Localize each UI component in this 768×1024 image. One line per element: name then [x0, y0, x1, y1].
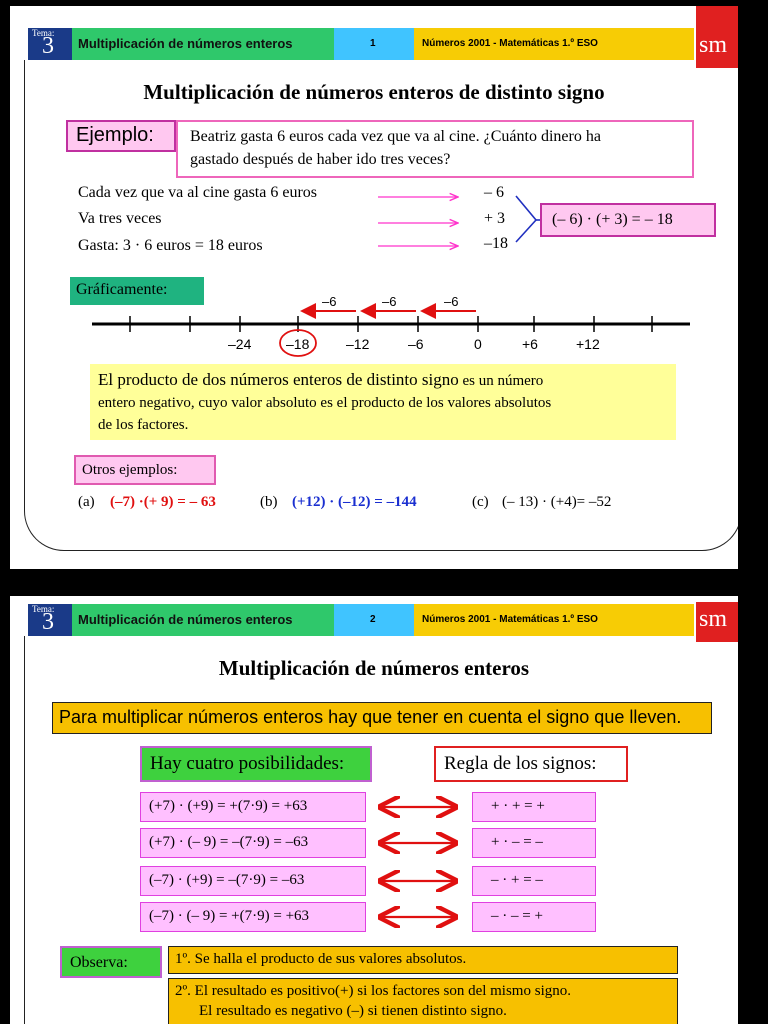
case-3-sign: – · + = –	[491, 872, 543, 888]
row-3-value: –18	[484, 235, 508, 252]
arrow-label-3: –6	[322, 294, 337, 309]
slide-1	[10, 6, 738, 569]
result-text: (– 6) · (+ 3) = – 18	[552, 211, 673, 228]
slide-title: Multiplicación de números enteros	[218, 656, 530, 680]
tick-label-p12: +12	[576, 336, 600, 352]
brand-text: sm	[699, 606, 728, 632]
ejemplo-label: Ejemplo:	[76, 124, 154, 146]
obs-1-box	[168, 946, 678, 974]
example-b-label: (b)	[260, 494, 278, 510]
rule-line-3: de los factores.	[98, 417, 189, 433]
row-1-value: – 6	[484, 184, 504, 201]
row-1-text: Cada vez que va al cine gasta 6 euros	[78, 184, 318, 201]
page-number: 1	[370, 38, 376, 49]
obs-1-text: 1º. Se halla el producto de sus valores absolutos.	[175, 951, 467, 967]
row-3-text: Gasta: 3 · 6 euros = 18 euros	[78, 237, 263, 254]
case-2-sign: + · – = –	[491, 834, 543, 850]
observa-text: Observa:	[70, 954, 128, 971]
intro-text: Para multiplicar números enteros hay que tener en cuenta el signo que lleven.	[59, 707, 682, 727]
case-3-expr: (–7) · (+9) = –(7·9) = –63	[149, 872, 305, 888]
case-4-expr: (–7) · (– 9) = +(7·9) = +63	[149, 908, 310, 924]
tick-label-0: 0	[474, 336, 482, 352]
otros-label-box	[74, 455, 216, 485]
rule-box	[90, 364, 676, 440]
obs-2-box	[168, 978, 678, 1024]
tick-label-m18: –18	[286, 336, 310, 352]
ejemplo-line-1: Beatriz gasta 6 euros cada vez que va al cine. ¿Cuánto dinero ha	[190, 128, 601, 145]
example-c: (– 13) · (+4)= –52	[502, 494, 612, 510]
tick-label-m6: –6	[408, 336, 424, 352]
series-text: Números 2001 - Matemáticas 1.º ESO	[422, 38, 598, 49]
tick-label-m12: –12	[346, 336, 370, 352]
row-2-text: Va tres veces	[78, 210, 162, 227]
blue-brace	[516, 196, 536, 242]
topic-text: Multiplicación de números enteros	[78, 612, 293, 627]
example-c-label: (c)	[472, 494, 489, 510]
series-text: Números 2001 - Matemáticas 1.º ESO	[422, 614, 598, 625]
page-number: 2	[370, 614, 376, 625]
rule-line-1-main: El producto de dos números enteros de distinto signo	[98, 370, 459, 389]
rule-line-1-rest: es un número	[458, 373, 544, 389]
tema-label: Tema:	[32, 604, 55, 614]
cuatro-text: Hay cuatro posibilidades:	[150, 753, 345, 774]
tema-number: 3	[42, 609, 54, 635]
arrow-label-1: –6	[444, 294, 459, 309]
case-1-expr: (+7) · (+9) = +(7·9) = +63	[149, 798, 308, 814]
regla-text: Regla de los signos:	[444, 753, 597, 774]
example-b: (+12) · (–12) = –144	[292, 494, 417, 510]
example-a-label: (a)	[78, 494, 95, 510]
graficamente-label: Gráficamente:	[76, 281, 168, 298]
ejemplo-line-2: gastado después de haber ido tres veces?	[190, 151, 451, 168]
result-box	[540, 203, 716, 237]
tick-label-p6: +6	[522, 336, 538, 352]
rule-line-2: entero negativo, cuyo valor absoluto es el producto de los valores absolutos	[98, 395, 552, 411]
case-2-expr: (+7) · (– 9) = –(7·9) = –63	[149, 834, 309, 850]
case-4-sign: – · – = +	[491, 908, 543, 924]
case-1-sign: + · + = +	[491, 798, 545, 814]
tema-label: Tema:	[32, 28, 55, 38]
slide-title: Multiplicación de números enteros de distinto signo	[143, 80, 605, 104]
observa-box	[60, 946, 162, 978]
graficamente-label-box	[70, 277, 204, 305]
topic-text: Multiplicación de números enteros	[78, 36, 293, 51]
row-2-value: + 3	[484, 210, 506, 227]
tick-label-m24: –24	[228, 336, 252, 352]
obs-2-line-1: 2º. El resultado es positivo(+) si los factores son del mismo signo.	[175, 983, 571, 999]
rule-line-1	[98, 370, 543, 390]
slide-2	[10, 596, 738, 1024]
example-a: (–7) ·(+ 9) = – 63	[110, 494, 216, 510]
obs-2-line-2: El resultado es negativo (–) si tienen distinto signo.	[199, 1003, 507, 1019]
arrow-label-2: –6	[382, 294, 397, 309]
brand-text: sm	[699, 32, 728, 58]
otros-label: Otros ejemplos:	[82, 462, 178, 478]
tema-number: 3	[42, 33, 54, 59]
